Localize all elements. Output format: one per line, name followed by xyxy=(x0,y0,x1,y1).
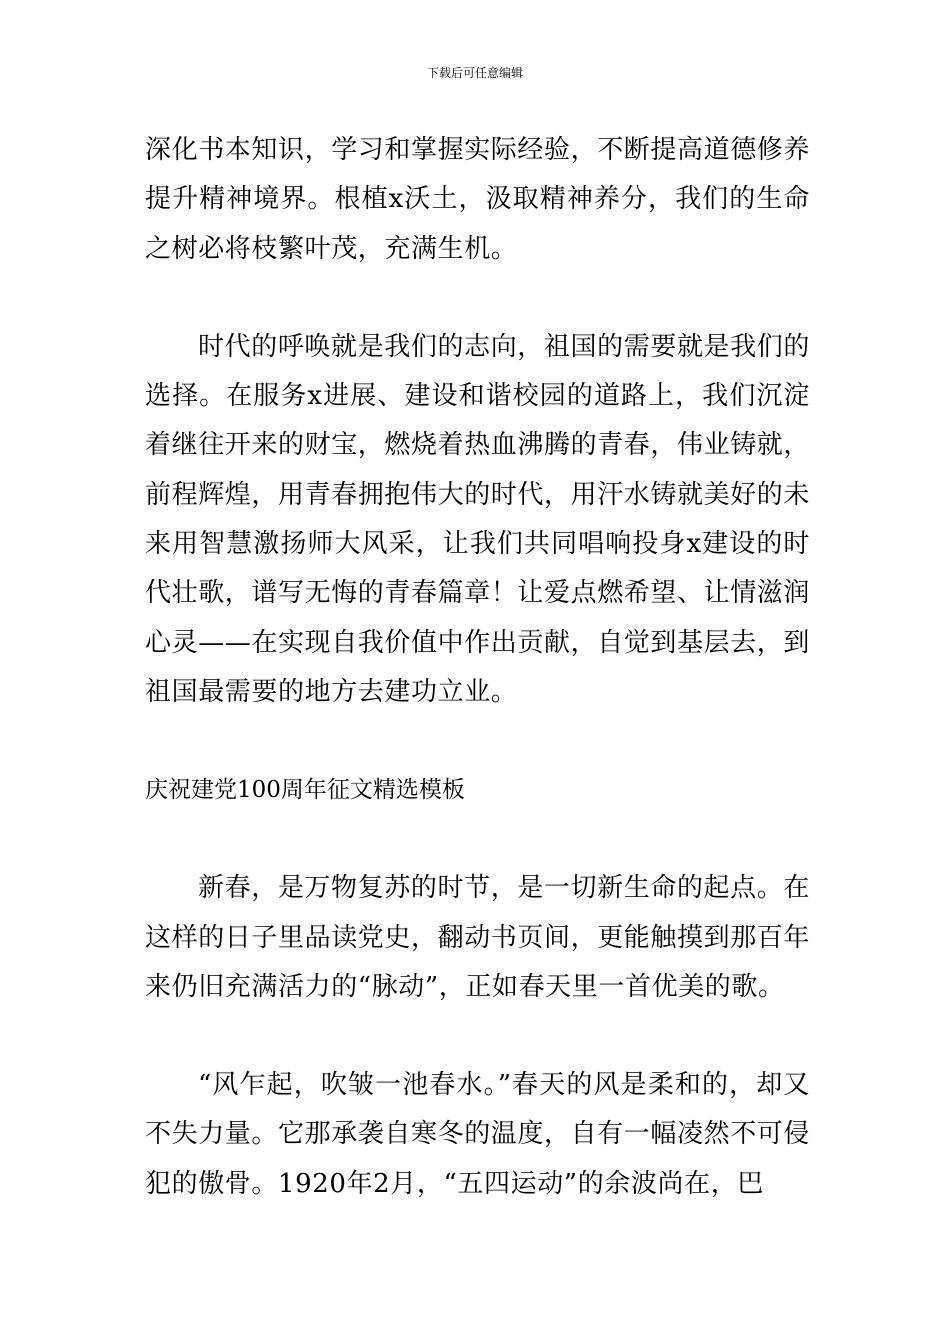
page-header: 下载后可任意编辑 xyxy=(426,66,523,80)
paragraph-1: 深化书本知识，学习和掌握实际经验，不断提高道德修养提升精神境界。根植x沃土，汲取精神养分，我们的生命之树必将枝繁叶茂，充满生机。 xyxy=(145,135,811,264)
paragraph-3: 新春，是万物复苏的时节，是一切新生命的起点。在这样的日子里品读党史，翻动书页间，更能触摸到那百年来仍旧充满活力的“脉动”，正如春天里一首优美的歌。 xyxy=(145,873,811,1002)
paragraph-2: 时代的呼唤就是我们的志向，祖国的需要就是我们的选择。在服务x进展、建设和谐校园的道路上，我们沉淀着继往开来的财宝，燃烧着热血沸腾的青春，伟业铸就，前程辉煌，用青春拥抱伟大的时代，用汗水铸就美好的未来用智慧激扬师大风采，让我们共同唱响投身x建设的时代壮歌，谱写无悔的青春篇章！让爱点燃希望、让情滋润心灵——在实现自我价值中作出贡献，自觉到基层去，到祖国最需要的地方去建功立业。 xyxy=(145,331,811,707)
paragraph-spacer xyxy=(145,274,810,323)
document-body xyxy=(145,126,810,1209)
paragraph-spacer xyxy=(145,815,810,864)
paragraph-spacer xyxy=(145,1012,810,1061)
paragraph-4: “风乍起，吹皱一池春水。”春天的风是柔和的，却又不失力量。它那承袭自寒冬的温度，自有一幅凌然不可侵犯的傲骨。1920年2月，“五四运动”的余波尚在，巴 xyxy=(145,1070,811,1199)
paragraph-spacer xyxy=(145,717,810,766)
section-heading: 庆祝建党100周年征文精选模板 xyxy=(145,777,465,804)
